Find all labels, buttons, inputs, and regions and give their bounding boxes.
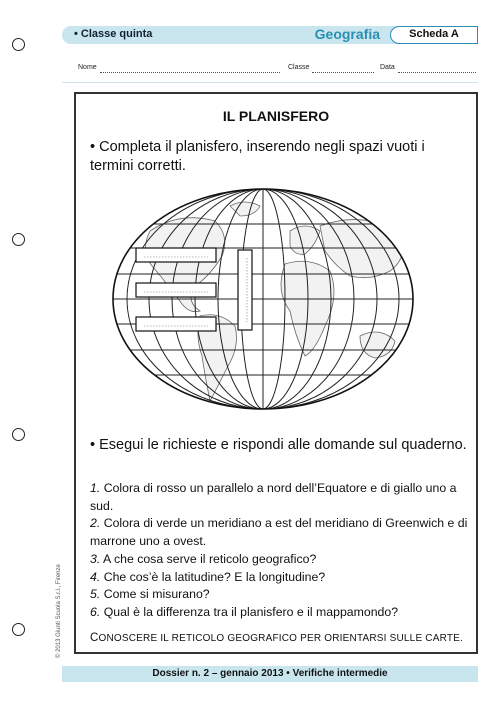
name-label: Nome xyxy=(78,64,97,71)
date-field[interactable] xyxy=(398,72,476,73)
page-title: IL PLANISFERO xyxy=(222,108,330,124)
binder-hole xyxy=(12,233,25,246)
divider xyxy=(62,82,478,83)
question-text: Colora di verde un meridiano a est del meridiano di Greenwich e di marrone uno a ovest. xyxy=(90,516,468,549)
learning-goal xyxy=(90,632,463,644)
date-label: Data xyxy=(380,64,395,71)
name-field[interactable] xyxy=(100,72,280,73)
list-item xyxy=(90,569,472,587)
exercise-1-instruction: • Completa il planisfero, inserendo negli spazi vuoti i termini corretti. xyxy=(90,139,425,174)
header-bar xyxy=(62,26,478,44)
list-item xyxy=(90,551,472,569)
class-field-label: Classe xyxy=(288,64,310,71)
question-number: 1. xyxy=(90,481,101,495)
class-field[interactable] xyxy=(312,72,374,73)
world-map-illustration xyxy=(110,186,416,414)
question-text: Colora di rosso un parallelo a nord dell’Equatore e di giallo uno a sud. xyxy=(90,481,457,513)
question-number: 5. xyxy=(90,587,101,602)
list-item xyxy=(90,604,472,622)
exercise-2-instruction: • Esegui le richieste e rispondi alle domande sul quaderno. xyxy=(90,437,467,453)
list-item xyxy=(90,480,472,515)
question-number: 4. xyxy=(90,569,101,584)
list-item xyxy=(90,586,472,604)
footer-text: Dossier n. 2 – gennaio 2013 • Verifiche intermedie xyxy=(152,668,388,679)
binder-hole xyxy=(12,428,25,441)
question-text: A che cosa serve il reticolo geografico? xyxy=(103,551,317,566)
binder-hole xyxy=(12,38,25,51)
subject-title: Geografia xyxy=(314,26,380,42)
question-number: 6. xyxy=(90,604,101,619)
class-label: • Classe quinta xyxy=(74,28,153,40)
sheet-label: Scheda A xyxy=(390,26,478,44)
question-text: Come si misurano? xyxy=(103,587,210,602)
question-text: Che cos’è la latitudine? E la longitudine? xyxy=(103,569,326,584)
goal-initial: C xyxy=(90,632,99,644)
footer-bar xyxy=(62,666,478,682)
questions-list xyxy=(90,480,472,622)
goal-text: ONOSCERE IL RETICOLO GEOGRAFICO PER ORIENTARSI SULLE CARTE. xyxy=(98,633,463,644)
question-text: Qual è la differenza tra il planisfero e il mappamondo? xyxy=(103,604,399,619)
list-item xyxy=(90,515,472,550)
binder-hole xyxy=(12,623,25,636)
question-number: 3. xyxy=(90,551,101,566)
question-number: 2. xyxy=(90,516,101,531)
copyright-notice: © 2013 Giunti Scuola S.r.l., Firenze xyxy=(56,564,62,658)
